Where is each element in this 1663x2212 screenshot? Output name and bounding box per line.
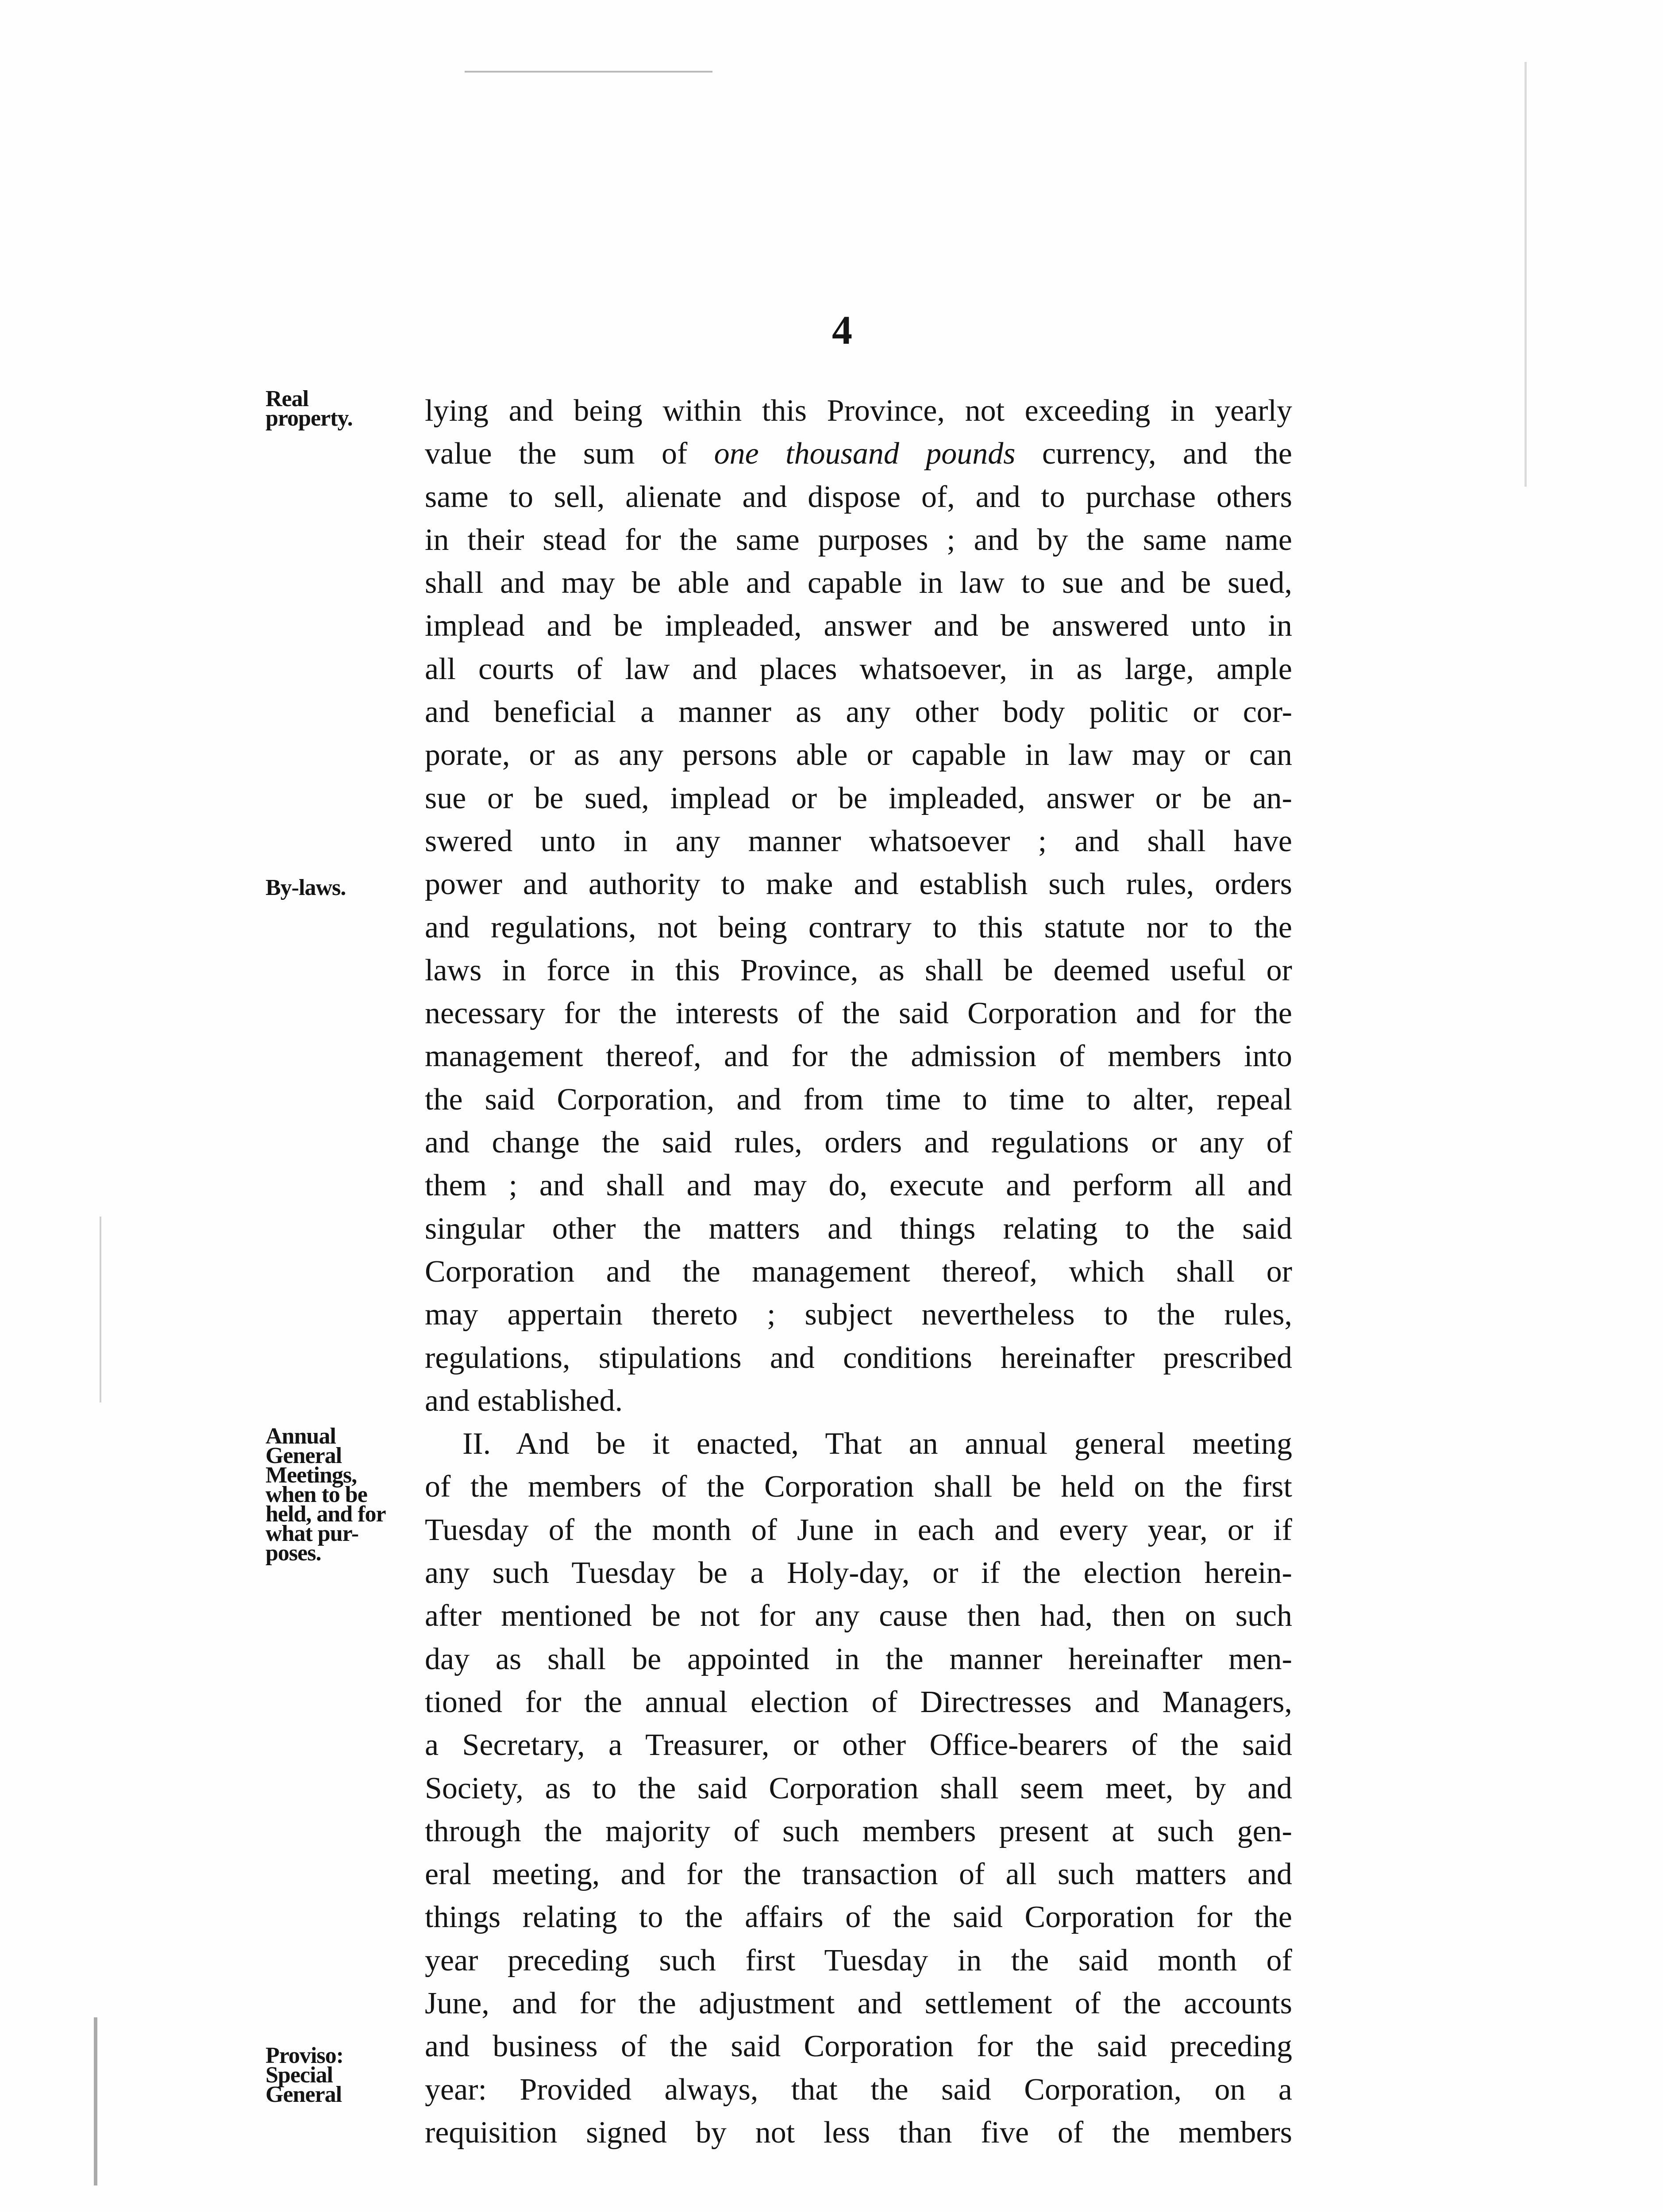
margin-note-annual-general-meetings: Annual General Meetings, when to be held, and for what pur- poses. xyxy=(266,1424,386,1566)
scan-artifact-top xyxy=(465,71,712,73)
text-line: sue or be sued, implead or be impleaded, answer or be an- xyxy=(425,781,1292,815)
text-line: and beneficial a manner as any other body politic or cor- xyxy=(425,695,1292,730)
text-line: eral meeting, and for the transaction of all such matters and xyxy=(425,1857,1292,1892)
text-line: June, and for the adjustment and settlement of the accounts xyxy=(425,1986,1292,2020)
text-line: lying and being within this Province, not exceeding in yearly xyxy=(425,394,1292,428)
text-line: and business of the said Corporation for the said preceding xyxy=(425,2029,1292,2064)
text-line: a Secretary, a Treasurer, or other Office-bearers of the said xyxy=(425,1728,1292,1763)
scan-artifact-right-edge xyxy=(1524,62,1527,487)
text-line: day as shall be appointed in the manner hereinafter men- xyxy=(425,1642,1292,1676)
body-text xyxy=(425,389,1292,2154)
page-number: 4 xyxy=(832,307,852,353)
text-line: swered unto in any manner whatsoever ; and shall have xyxy=(425,824,1292,858)
text-line: singular other the matters and things relating to the said xyxy=(425,1211,1292,1246)
text-line: year preceding such first Tuesday in the said month of xyxy=(425,1943,1292,1978)
scan-artifact-left-edge-upper xyxy=(100,1217,101,1402)
text-line: all courts of law and places whatsoever, in as large, ample xyxy=(425,652,1292,686)
margin-note-proviso: Proviso: Special General xyxy=(266,2043,343,2107)
text-line: requisition signed by not less than five of the members xyxy=(425,2115,1292,2150)
scan-artifact-left-edge xyxy=(94,2017,97,2185)
text-line: power and authority to make and establish such rules, orders xyxy=(425,867,1292,902)
text-line: laws in force in this Province, as shall be deemed useful or xyxy=(425,953,1292,987)
text-line: year: Provided always, that the said Corporation, on a xyxy=(425,2072,1292,2107)
text-segment: currency, and the xyxy=(1042,437,1292,471)
text-line: and regulations, not being contrary to this statute nor to the xyxy=(425,910,1292,945)
text-line: shall and may be able and capable in law to sue and be sued, xyxy=(425,566,1292,600)
text-line: II. And be it enacted, That an annual general meeting xyxy=(462,1427,1292,1461)
text-line: same to sell, alienate and dispose of, and to purchase others xyxy=(425,480,1292,514)
text-line: may appertain thereto ; subject nevertheless to the rules, xyxy=(425,1298,1292,1332)
italic-phrase: one thousand pounds xyxy=(714,437,1016,471)
text-line: after mentioned be not for any cause then had, then on such xyxy=(425,1599,1292,1633)
text-line: them ; and shall and may do, execute and perform all and xyxy=(425,1168,1292,1203)
text-line: regulations, stipulations and conditions hereinafter prescribed xyxy=(425,1340,1292,1375)
text-line: any such Tuesday be a Holy-day, or if the election herein- xyxy=(425,1556,1292,1590)
text-segment: value the sum of xyxy=(425,437,688,471)
text-line: the said Corporation, and from time to time to alter, repeal xyxy=(425,1082,1292,1117)
text-line: Society, as to the said Corporation shall seem meet, by and xyxy=(425,1771,1292,1805)
text-line: implead and be impleaded, answer and be answered unto in xyxy=(425,609,1292,643)
text-line: Tuesday of the month of June in each and every year, or if xyxy=(425,1513,1292,1547)
text-line: tioned for the annual election of Directresses and Managers, xyxy=(425,1685,1292,1719)
text-line: through the majority of such members present at such gen- xyxy=(425,1814,1292,1848)
text-line: Corporation and the management thereof, which shall or xyxy=(425,1254,1292,1289)
text-line xyxy=(425,432,1292,475)
text-line: management thereof, and for the admission of members into xyxy=(425,1039,1292,1074)
text-line: in their stead for the same purposes ; and by the same name xyxy=(425,522,1292,557)
text-line: necessary for the interests of the said Corporation and for the xyxy=(425,996,1292,1031)
text-line: things relating to the affairs of the said Corporation for the xyxy=(425,1900,1292,1935)
text-line: of the members of the Corporation shall be held on the first xyxy=(425,1470,1292,1504)
margin-note-real-property: Real property. xyxy=(266,386,353,431)
text-line: porate, or as any persons able or capable in law may or can xyxy=(425,738,1292,772)
margin-note-by-laws: By-laws. xyxy=(266,875,346,900)
text-line: and change the said rules, orders and regulations or any of xyxy=(425,1125,1292,1160)
text-line: and established. xyxy=(425,1383,623,1418)
